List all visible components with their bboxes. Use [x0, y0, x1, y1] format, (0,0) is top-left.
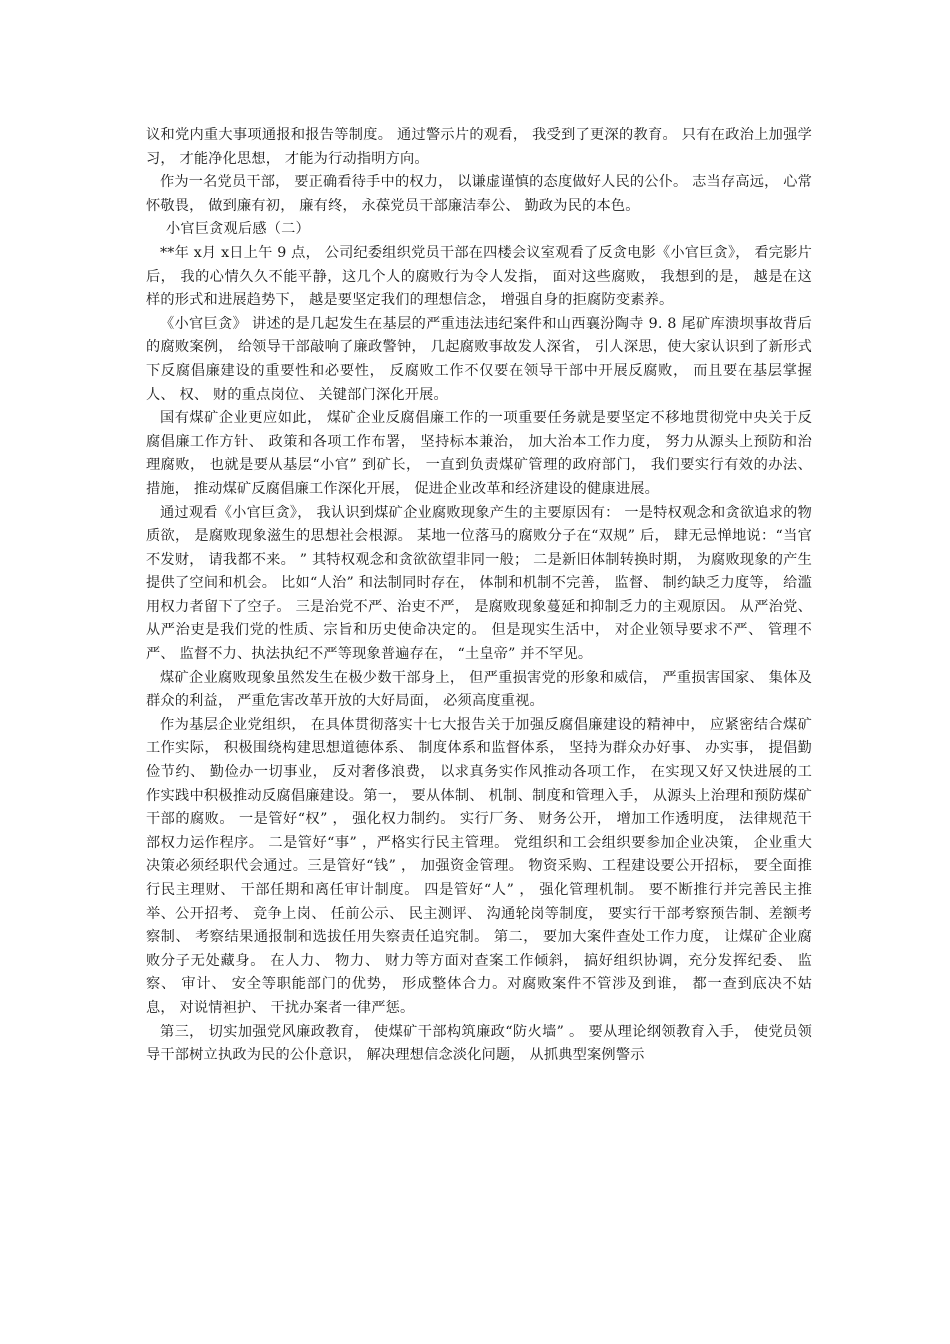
paragraph-party-member: 作为一名党员干部， 要正确看待手中的权力， 以谦虚谨慎的态度做好人民的公仆。 志当存高远， 心常怀敬畏， 做到廉有初， 廉有终， 永葆党员干部廉洁奉公、 勤政为民的本色。 — [146, 174, 812, 214]
paragraph-measures: 作为基层企业党组织， 在具体贯彻落实十七大报告关于加强反腐倡廉建设的精神中， 应紧密结合煤矿工作实际， 积极围绕构建思想道德体系、 制度体系和监督体系， 坚持为群众办好事、 办实事， 提倡勤俭节约、 勤俭办一切事业， 反对奢侈浪费， 以求真务实作风推动各项工作， 在实现又好又快进展的工作实践中积极推动反腐倡廉建设。第一， 要从体制、 机制、制度和管理入手， 从源头上治理和预防煤矿干部的腐败。 一是管好“权” ， 强化权力制约。 实行厂务、 财务公开， 增加工作透明度， 法律规范干部权力运作程序。 二是管好“事” ，严格实行民主管理。 党组织和工会组织要参加企业决策， 企业重大决策必须经职代会通过。三是管好“钱” ， 加强资金管理。 物资采购、工程建设要公开招标， 要全面推行民主理财、 干部任期和离任审计制度。 四是管好“人” ， 强化管理机制。 要不断推行并完善民主推举、公开招考、 竞争上岗、 任前公示、 民主测评、 沟通轮岗等制度， 要实行干部考察预告制、差额考察制、 考察结果通报制和选拔任用失察责任追究制。 第二， 要加大案件查处工作力度， 让煤矿企业腐败分子无处藏身。 在人力、 物力、 财力等方面对查案工作倾斜， 搞好组织协调，充分发挥纪委、 监察、 审计、 安全等职能部门的优势， 形成整体合力。对腐败案件不管涉及到谁， 都一查到底决不姑息， 对说情袒护、 干扰办案者一律严惩。 — [146, 716, 812, 1016]
paragraph-coal-enterprise: 国有煤矿企业更应如此， 煤矿企业反腐倡廉工作的一项重要任务就是要坚定不移地贯彻党中央关于反腐倡廉工作方针、 政策和各项工作布署， 坚持标本兼治， 加大治本工作力度， 努力从源头上预防和治理腐败， 也就是要从基层“小官” 到矿长， 一直到负责煤矿管理的政府部门， 我们要实行有效的办法、 措施， 推动煤矿反腐倡廉工作深化开展， 促进企业改革和经济建设的健康进展。 — [146, 410, 812, 497]
paragraph-film-summary: 《小官巨贪》 讲述的是几起发生在基层的严重违法违纪案件和山西襄汾陶寺 9. 8 尾矿库溃坝事故背后的腐败案例， 给领导干部敲响了廉政警钟， 几起腐败事故发人深省， 引人深思，使大家认识到了新形式下反腐倡廉建设的重要性和必要性， 反腐败工作不仅要在领导干部中开展反腐败， 而且要在基层掌握人、 权、 财的重点岗位、 关键部门深化开展。 — [146, 315, 812, 403]
paragraph-causes: 通过观看《小官巨贪》， 我认识到煤矿企业腐败现象产生的主要原因有： 一是特权观念和贪欲追求的物质欲， 是腐败现象滋生的思想社会根源。 某地一位落马的腐败分子在“双规” 后， 肆无忌惮地说：“当官不发财， 请我都不来。 ” 其特权观念和贪欲欲望非同一般； 二是新旧体制转换时期， 为腐败现象的产生提供了空间和机会。 比如“人治” 和法制同时存在， 体制和机制不完善， 监督、 制约缺乏力度等， 给滥用权力者留下了空子。 三是治党不严、治吏不严， 是腐败现象蔓延和抑制乏力的主观原因。 从严治党、 从严治吏是我们党的性质、宗旨和历史使命决定的。 但是现实生活中， 对企业领导要求不严、 管理不严、 监督不力、执法执纪不严等现象普遍存在， “土皇帝” 并不罕见。 — [146, 504, 812, 663]
section-heading: 小官巨贪观后感（二） — [166, 221, 310, 238]
document-page — [146, 124, 812, 1068]
paragraph-education: 第三， 切实加强党风廉政教育， 使煤矿干部构筑廉政“防火墙” 。 要从理论纲领教育入手， 使党员领导干部树立执政为民的公仆意识， 解决理想信念淡化问题， 从抓典型案例警示 — [146, 1023, 812, 1064]
paragraph-harm: 煤矿企业腐败现象虽然发生在极少数干部身上， 但严重损害党的形象和威信， 严重损害国家、 集体及群众的利益， 严重危害改革开放的大好局面， 必须高度重视。 — [146, 669, 812, 710]
paragraph-intro: **年 x月 x日上午 9 点， 公司纪委组织党员干部在四楼会议室观看了反贪电影《小官巨贪》， 看完影片后， 我的心情久久不能平静，这几个人的腐败行为令人发指， 面对这些腐败， 我想到的是， 越是在这样的形式和进展趋势下， 越是要坚定我们的理想信念， 增强自身的拒腐防变素养。 — [146, 244, 812, 309]
paragraph-continued: 议和党内重大事项通报和报告等制度。 通过警示片的观看， 我受到了更深的教育。 只有在政治上加强学习， 才能净化思想， 才能为行动指明方向。 — [146, 127, 812, 167]
